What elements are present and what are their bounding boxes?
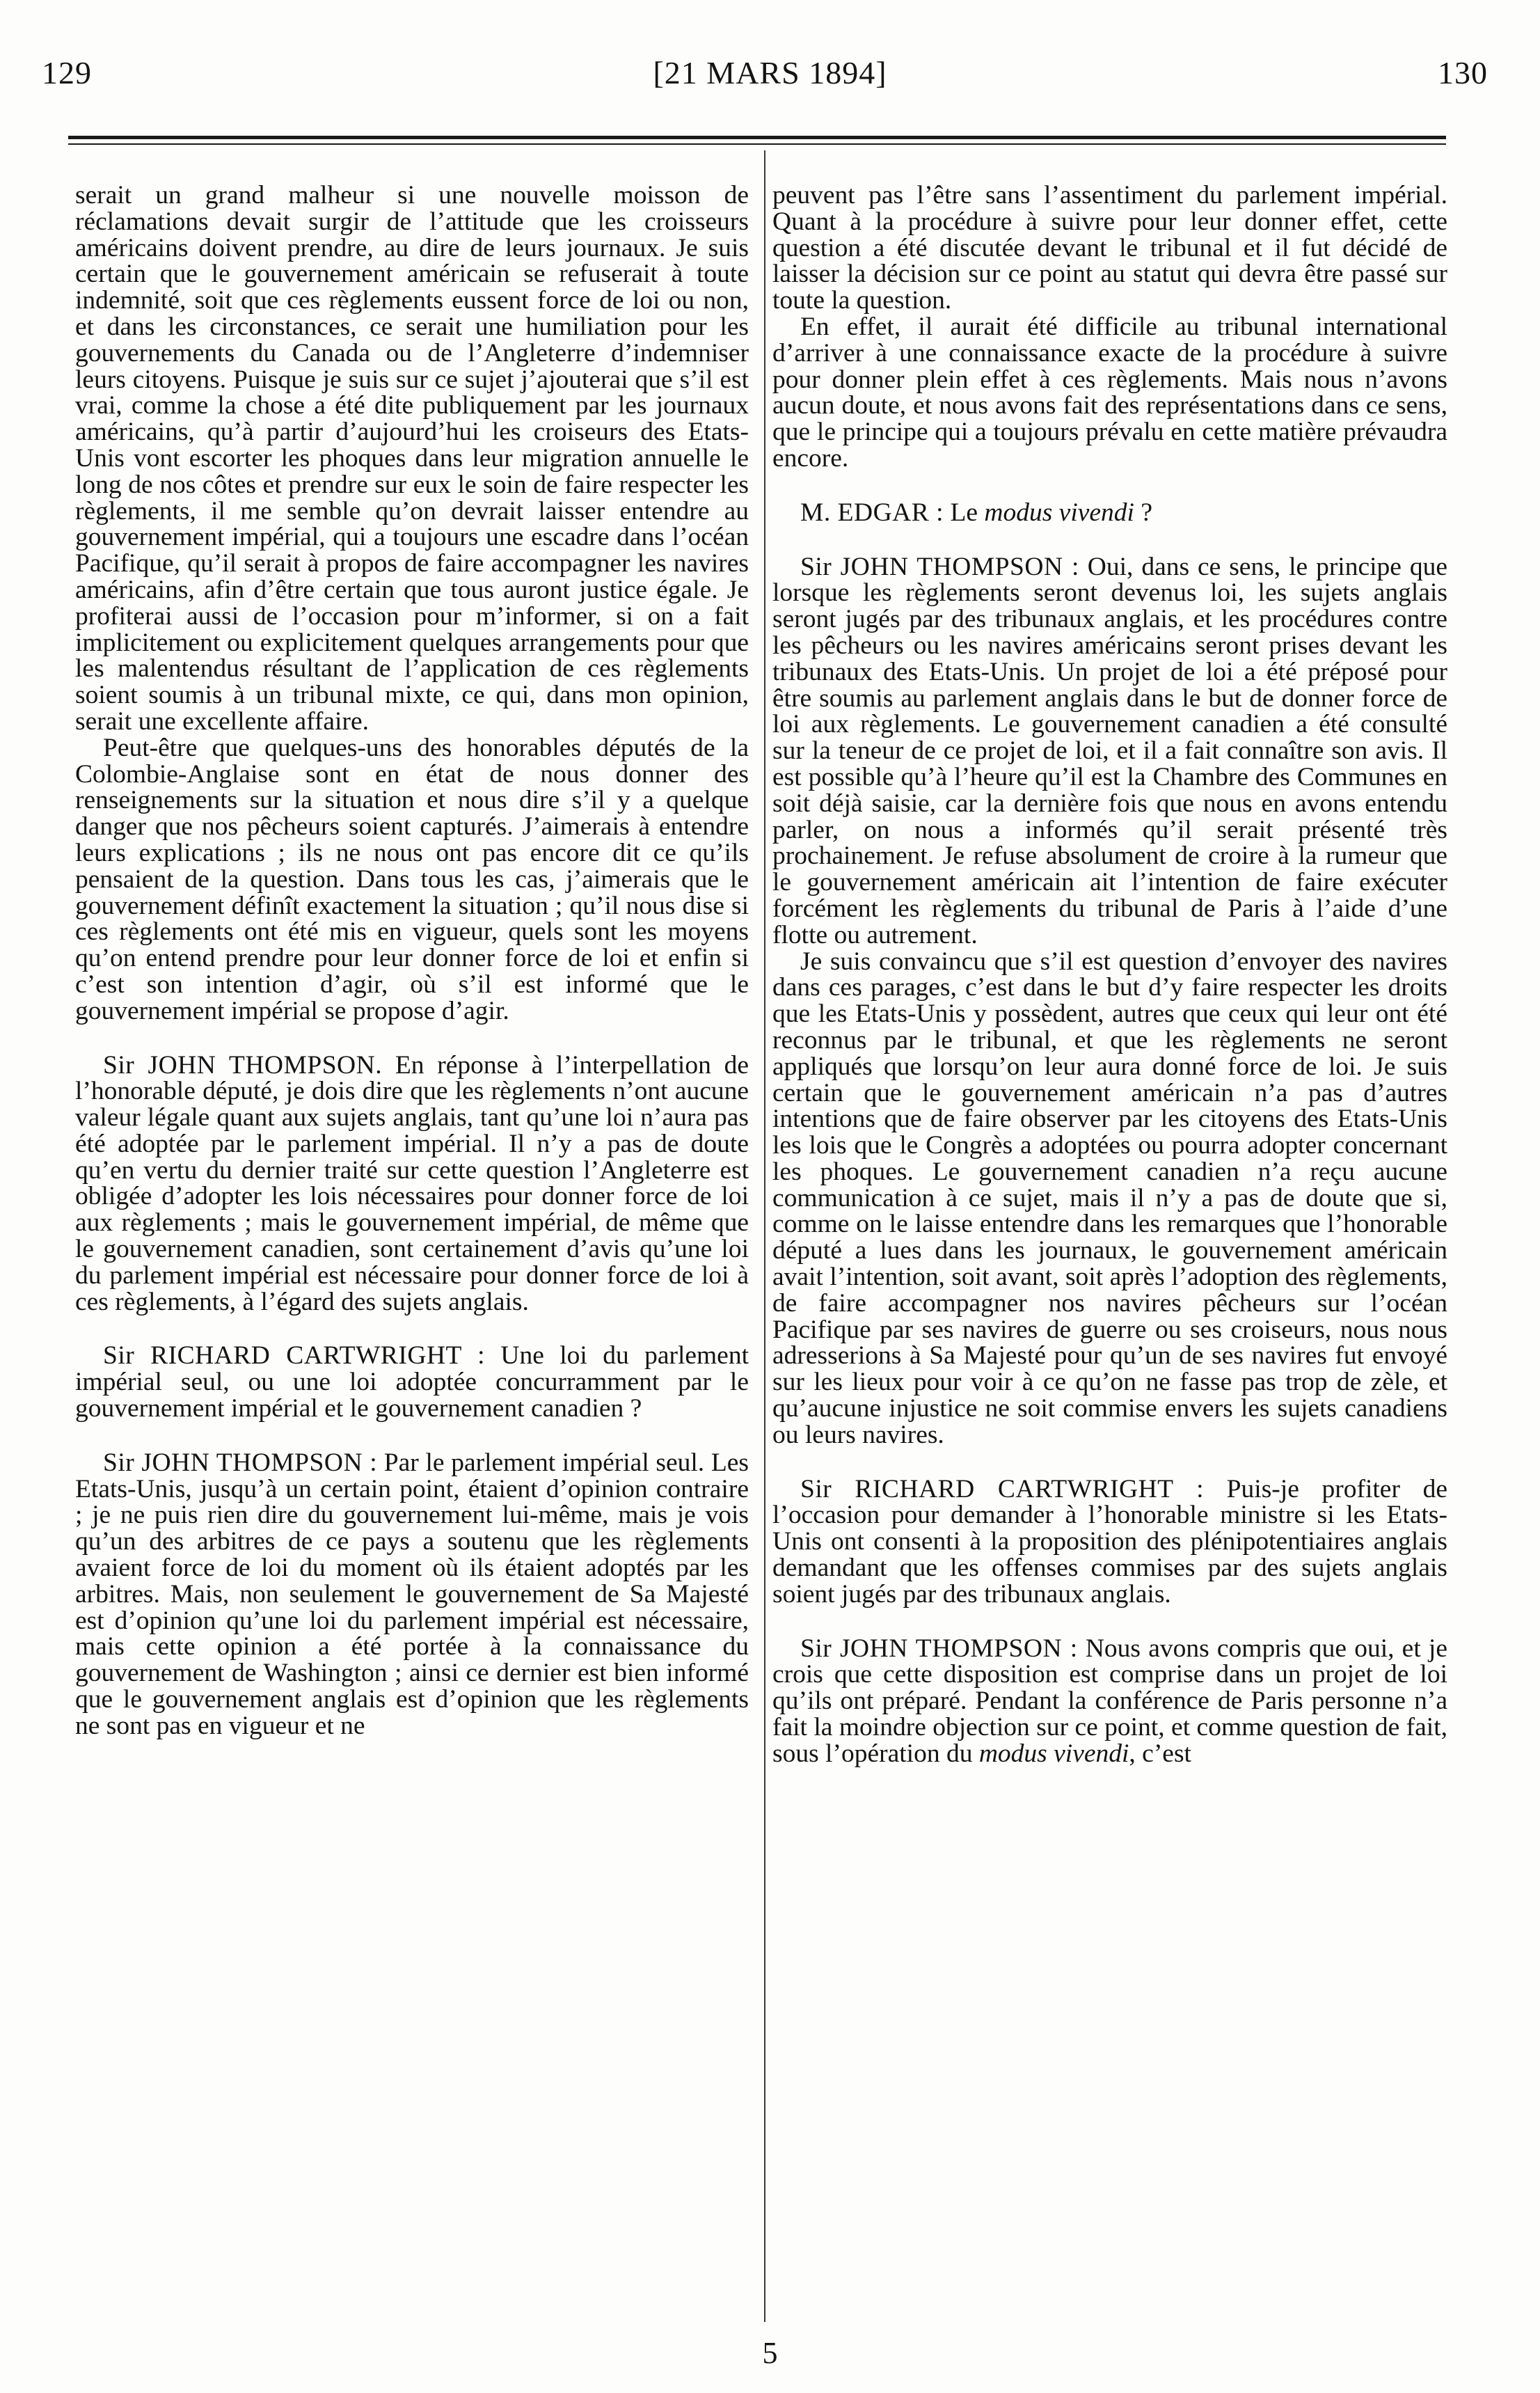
speech-paragraph: [75, 1343, 749, 1421]
speech-text: Une loi du parlement impérial seul, ou une loi adoptée concurramment par le gouvernement impérial et le gouvernement canadien ?: [75, 1341, 749, 1423]
speech-text: Le: [944, 498, 985, 527]
speaker-name: Sir JOHN THOMPSON :: [800, 1634, 1078, 1663]
speech-text: , c’est: [1129, 1739, 1191, 1768]
speech-paragraph: [772, 554, 1447, 949]
paragraph: serait un grand malheur si une nouvelle moisson de réclamations devait surgir de l’attitude que les croisseurs américains doivent prendre, au dire de leurs journaux. Je suis certain que le gouvernement américain se refuserait à toute indemnité, soit que ces règlements eussent force de loi ou non, et dans les circonstances, ce serait une humiliation pour les gouvernements du Canada ou de l’Angleterre d’indemniser leurs citoyens. Puisque je suis sur ce sujet j’ajouterai que s’il est vrai, comme la chose a été dite publiquement par les journaux américains, qu’à partir d’aujourd’hui les croiseurs des Etats-Unis vont escorter les phoques dans leur migration annuelle le long de nos côtes et prendre sur eux le soin de faire respecter les règlements, il me semble qu’on devrait laisser entendre au gouvernement impérial, qui a toujours une escadre dans l’océan Pacifique, qu’il serait à propos de faire accompagner les navires américains, afin d’être certain que tous auront justice égale. Je profiterai aussi de l’occasion pour m’informer, si on a fait implicitement ou explicitement quelques arrangements pour que les malentendus résultant de l’application de ces règlements soient soumis à un tribunal mixte, ce qui, dans mon opinion, serait une excellente affaire.: [75, 181, 749, 736]
speech-paragraph: [772, 1636, 1447, 1767]
speaker-name: Sir RICHARD CARTWRIGHT :: [800, 1474, 1204, 1503]
speaker-name: Sir RICHARD CARTWRIGHT :: [103, 1341, 486, 1371]
speech-text: ?: [1134, 498, 1152, 527]
speaker-name: Sir JOHN THOMPSON.: [103, 1050, 383, 1080]
page-date: [21 MARS 1894]: [653, 55, 887, 90]
speech-paragraph: [772, 1476, 1447, 1608]
speech-text: Nous avons compris que oui, et je crois que cette disposition est comprise dans un projet de loi qu’ils ont préparé. Pendant la conférence de Paris personne n’a fait la moindre objection sur ce point, et comme question de fait, sous l’opération du: [772, 1634, 1447, 1768]
paragraph: Je suis convaincu que s’il est question d’envoyer des navires dans ces parages, c’est dans le but d’y faire respecter les droits que les Etats-Unis y possèdent, autres que ceux qui leur ont été reconnus par le tribunal, et que les règlements ne seront appliqués que lorsqu’on leur aura donné force de loi. Je suis certain que le gouvernement américain n’a pas d’autres intentions que de faire observer par les citoyens des Etats-Unis les lois que le Congrès a adoptées ou pourra adopter concernant les phoques. Le gouvernement canadien n’a reçu aucune communication à ce sujet, mais il n’y a pas de doute que si, comme on le laisse entendre dans les remarques que l’honorable député a lues dans les journaux, le gouvernement américain avait l’intention, soit avant, soit après l’adoption des règlements, de faire accompagner nos navires pêcheurs sur l’océan Pacifique par ses navires de guerre ou ses croiseurs, nous nous adresserions à Sa Majesté pour qu’un de ses navires fut envoyé sur les lieux pour voir à ce qu’on ne fasse pas trop de zèle, et qu’aucune injustice ne soit commise envers les sujets canadiens ou leurs navires.: [772, 947, 1447, 1449]
speaker-name: M. EDGAR :: [800, 498, 944, 527]
paragraph: Peut-être que quelques-uns des honorables députés de la Colombie-Anglaise sont en état de nous donner des renseignements sur la situation et nous dire s’il y a quelque danger que nos pêcheurs soient capturés. J’aimerais à entendre leurs explications ; ils ne nous ont pas encore dit ce qu’ils pensaient de la question. Dans tous les cas, j’aimerais que le gouvernement définît exactement la situation ; qu’il nous dise si ces règlements ont été mis en vigueur, quels sont les moyens qu’on entend prendre pour leur donner force de loi et enfin si c’est son intention d’agir, où s’il est informé que le gouvernement impérial se propose d’agir.: [75, 733, 749, 1025]
left-column: [75, 182, 749, 1739]
column-divider: [764, 150, 765, 2322]
speech-text-italic: modus vivendi: [978, 1739, 1129, 1768]
page-number-right: 130: [1438, 55, 1488, 90]
speaker-name: Sir JOHN THOMPSON :: [800, 552, 1079, 581]
right-column: [772, 182, 1447, 1767]
signature-mark: 5: [762, 2336, 778, 2370]
speaker-name: Sir JOHN THOMPSON :: [103, 1448, 378, 1477]
speech-text: Puis-je profiter de l’occasion pour demander à l’honorable ministre si les Etats-Unis ont consenti à la proposition des plénipotentiaires anglais demandant que les offenses commises par des sujets anglais soient jugés par des tribunaux anglais.: [772, 1474, 1448, 1609]
speech-text: En réponse à l’interpellation de l’honorable député, je dois dire que les règlements n’ont aucune valeur légale quant aux sujets anglais, tant qu’une loi n’aura pas été adoptée par le parlement impérial. Il n’y a pas de doute qu’en vertu du dernier traité sur cette question l’Angleterre est obligée d’adopter les lois nécessaires pour donner force de loi aux règlements ; mais le gouvernement impérial, de même que le gouvernement canadien, sont certainement d’avis qu’une loi du parlement impérial est nécessaire pour donner force de loi à ces règlements, à l’égard des sujets anglais.: [75, 1050, 749, 1316]
header-rule-thin: [68, 143, 1446, 145]
page-number-left: 129: [42, 55, 92, 90]
speech-text: Oui, dans ce sens, le principe que lorsque les règlements seront devenus loi, les sujets anglais seront jugés par des tribunaux anglais, et les procédures contre les pêcheurs ou les navires américains seront prises devant les tribunaux des Etats-Unis. Un projet de loi a été préposé pour être soumis au parlement anglais dans le but de donner force de loi aux règlements. Le gouvernement canadien a été consulté sur la teneur de ce projet de loi, et il a fait connaître son avis. Il est possible qu’à l’heure qu’il est la Chambre des Communes en soit déjà saisie, car la dernière fois que nous en avons entendu parler, on nous a informés qu’il serait présenté très prochainement. Je refuse absolument de croire à la rumeur que le gouvernement américain ait l’intention de faire exécuter forcément les règlements du tribunal de Paris à l’aide d’une flotte ou autrement.: [772, 552, 1447, 949]
paragraph: En effet, il aurait été difficile au tribunal international d’arriver à une connaissance exacte de la procédure à suivre pour donner plein effet à ces règlements. Mais nous n’avons aucun doute, et nous avons fait des représentations dans ce sens, que le principe qui a toujours prévalu en cette matière prévaudra encore.: [772, 312, 1447, 473]
speech-paragraph: [772, 500, 1447, 526]
speech-paragraph: [75, 1450, 749, 1739]
speech-text: Par le parlement impérial seul. Les Etats-Unis, jusqu’à un certain point, étaient d’opinion contraire ; je ne puis rien dire du gouvernement lui-même, mais je vois qu’un des arbitres de ce pays a soutenu que les règlements avaient force de loi du moment où ils étaient adoptés par les arbitres. Mais, non seulement le gouvernement de Sa Majesté est d’opinion qu’une loi du parlement impérial est nécessaire, mais cette opinion a été portée à la connaissance du gouvernement de Washington ; ainsi ce dernier est bien informé que le gouvernement anglais est d’opinion que les règlements ne sont pas en vigueur et ne: [75, 1448, 749, 1740]
page-header: [0, 0, 1540, 132]
paragraph: peuvent pas l’être sans l’assentiment du parlement impérial. Quant à la procédure à suivre pour leur donner effet, cette question a été discutée devant le tribunal et il fut décidé de laisser la décision sur ce point au statut qui devra être passé sur toute la question.: [772, 181, 1447, 315]
speech-text-italic: modus vivendi: [984, 498, 1134, 527]
header-rule-thick: [68, 136, 1446, 139]
speech-paragraph: [75, 1052, 749, 1316]
